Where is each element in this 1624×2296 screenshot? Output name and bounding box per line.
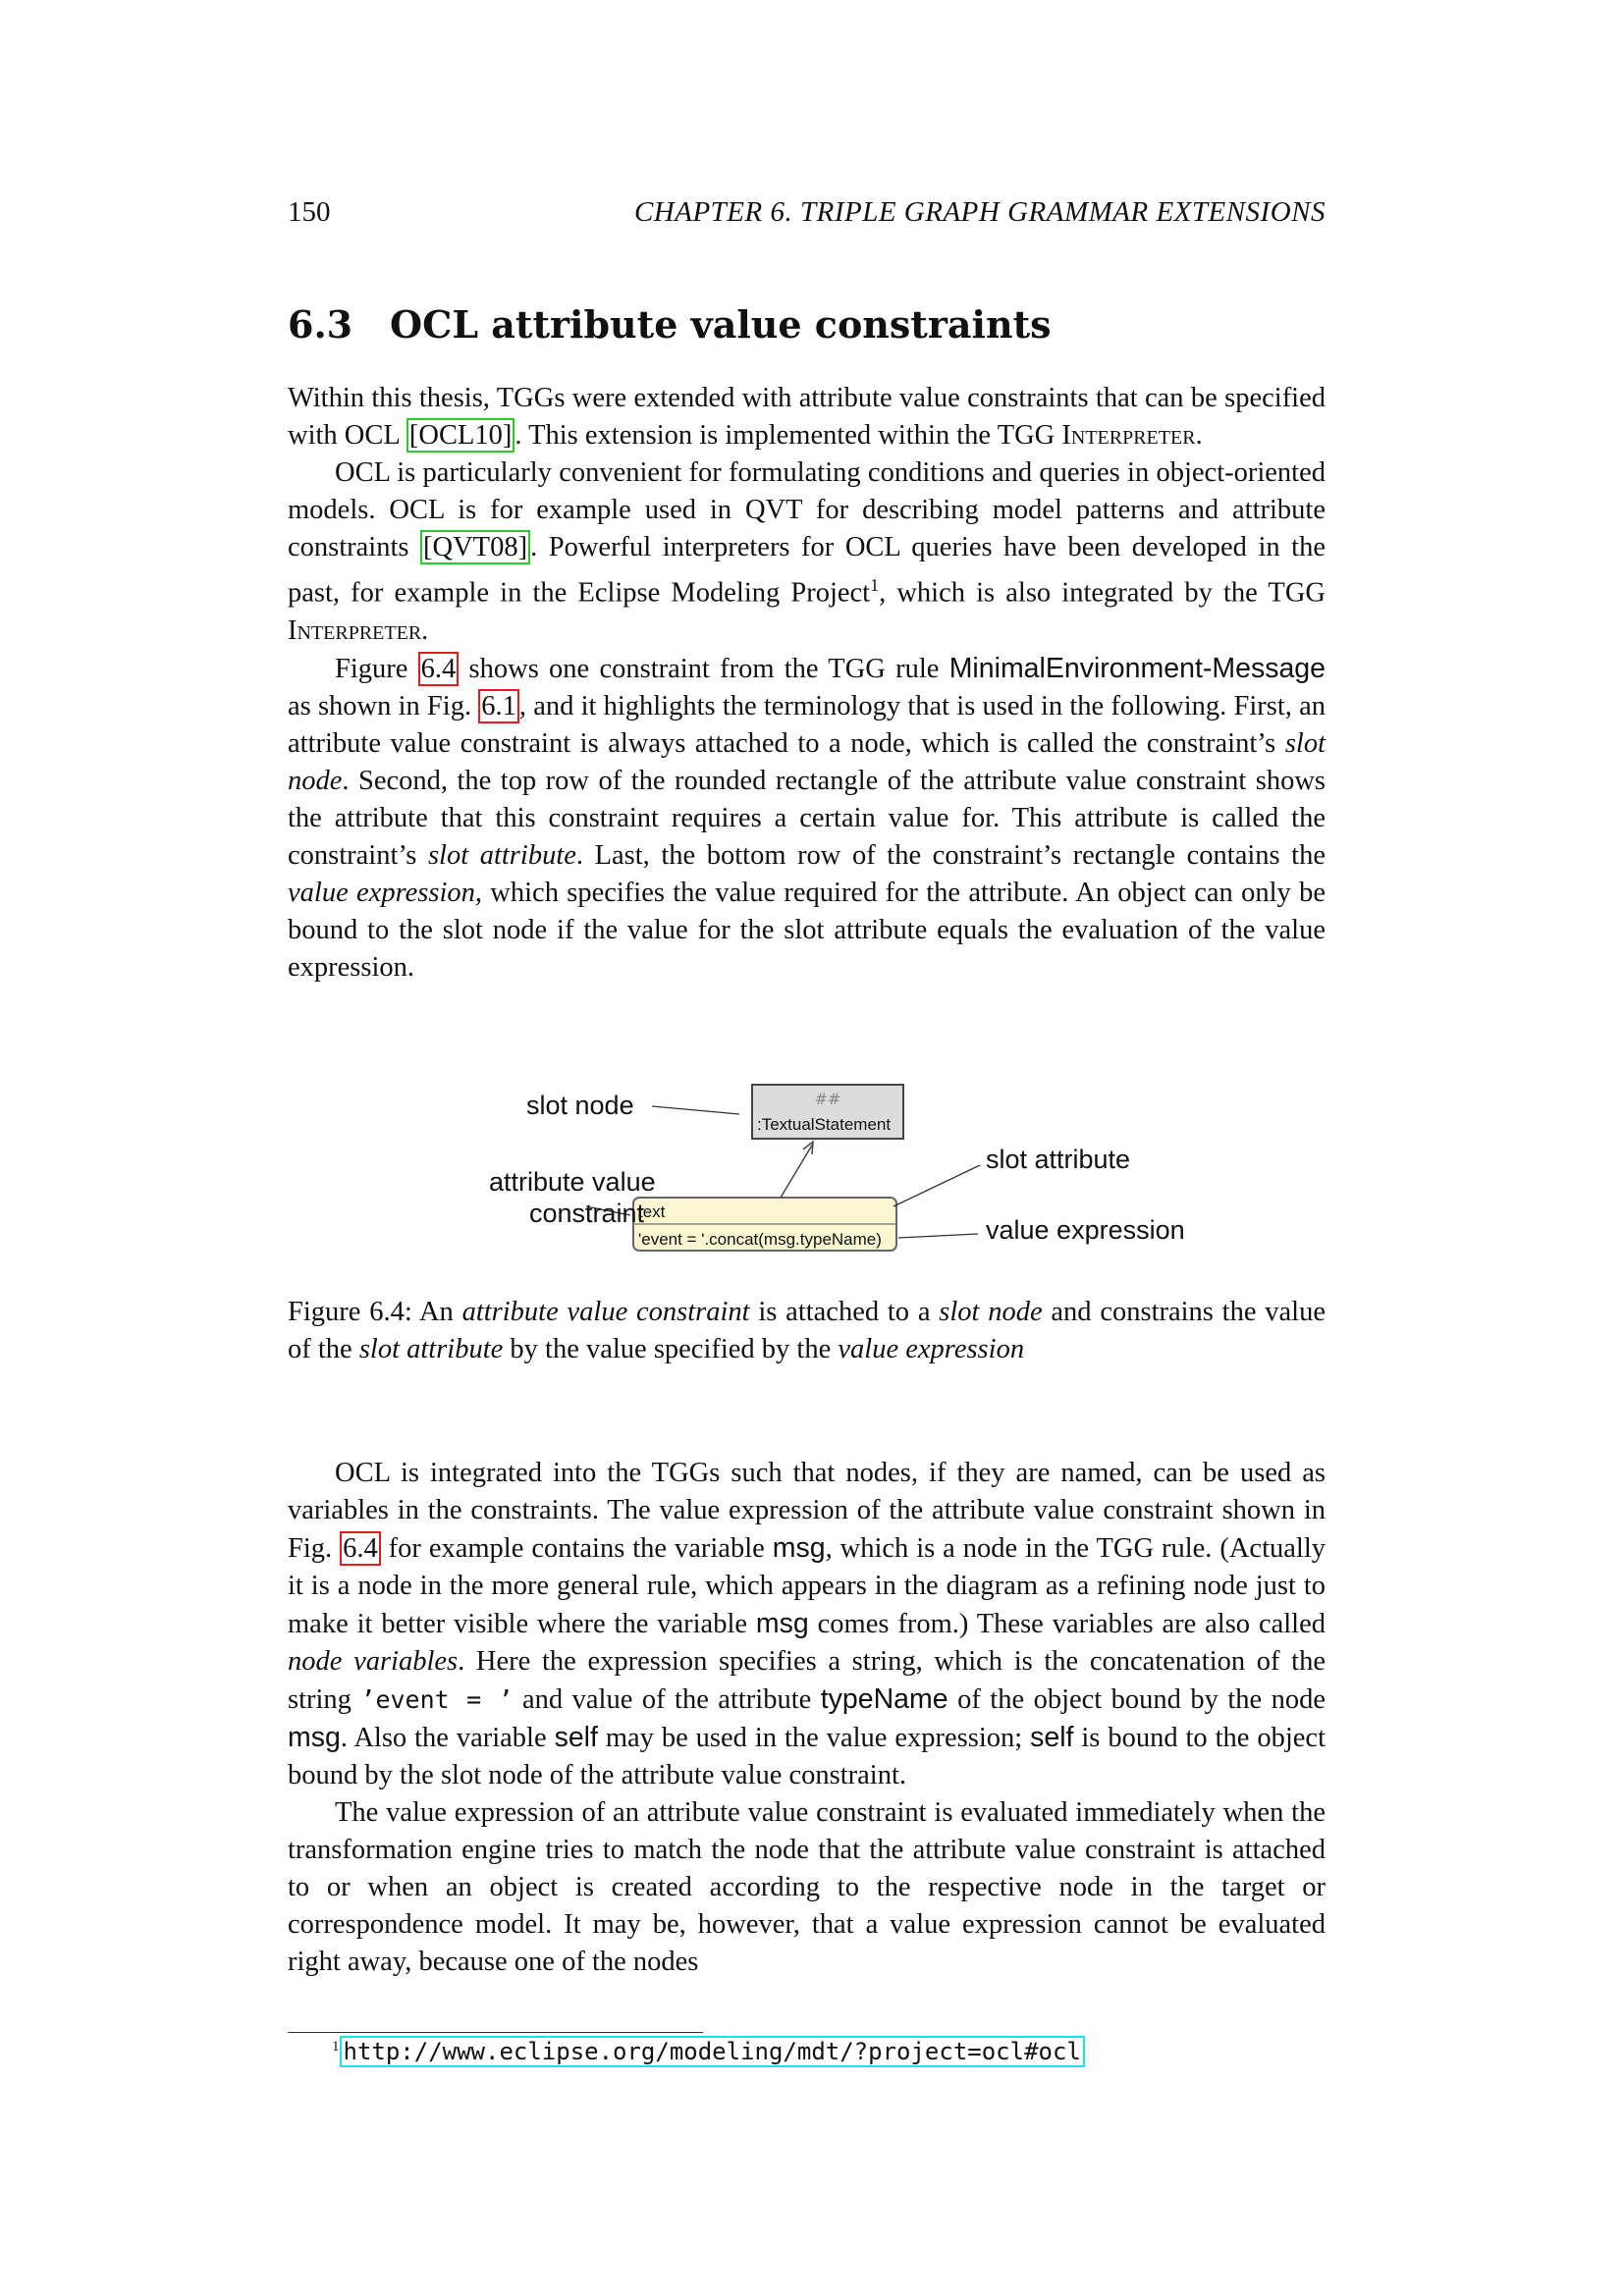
caption-label: Figure 6.4: — [288, 1297, 412, 1327]
footnote-mark[interactable]: 1 — [870, 575, 880, 595]
footnote — [332, 2038, 1085, 2065]
citation-qvt08[interactable]: [QVT08] — [420, 530, 530, 564]
footnote-number: 1 — [332, 2039, 340, 2055]
paragraph-2: OCL is particularly convenient for formulating conditions and queries in object-oriented models. OCL is for example used in QVT for describing model patterns and attribute constraints [QVT08] . Powerful interpreters for OCL queries have been developed in the past, for example in the Eclipse Modeling Project$^1$, which is also integrated by the TGG Interpreter. — [288, 457, 1326, 646]
page-number: 150 — [288, 196, 331, 228]
body-text-bottom — [288, 1455, 1326, 1981]
running-header — [288, 196, 1326, 236]
figure-6-4 — [383, 1075, 1247, 1271]
rule-name: MinimalEnvironment-Message — [948, 652, 1326, 684]
citation-ocl10[interactable]: [OCL10] — [406, 418, 514, 453]
label-avc-line2: constraint — [529, 1199, 645, 1228]
label-value-expression: value expression — [986, 1215, 1185, 1245]
section-number: 6.3 — [288, 302, 353, 347]
figure-caption: Figure 6.4: An attribute value constraint is attached to a slot node and constrains the value of the slot attribute by the value specified by the value expression — [288, 1297, 1326, 1364]
paragraph-5: The value expression of an attribute value constraint is evaluated immediately when the transformation engine tries to match the node that the attribute value constraint is attached to or when an object is created according to the respective node in the target or correspondence model. It may be, however, that a value expression cannot be evaluated right away, because one of the nodes — [288, 1797, 1326, 1977]
footnote-rule — [288, 2032, 703, 2033]
chapter-title: CHAPTER 6. TRIPLE GRAPH GRAMMAR EXTENSIONS — [633, 196, 1326, 228]
section-heading — [288, 302, 1052, 347]
section-title: OCL attribute value constraints — [390, 302, 1052, 347]
figure-link-6-4[interactable]: 6.4 — [418, 652, 460, 686]
paragraph-3: Figure 6.4 shows one constraint from the TGG rule MinimalEnvironment-Message as shown in Fig. 6.1 , and it highlights the terminology that is used in the following. First, an attribute value constraint is always attached to a node, which is called the constraint’s slot node. Second, the top row of the rounded rectangle of the attribute value constraint shows the attribute that this constraint requires a certain value for. This attribute is called the constraint’s slot attribute. Last, the bottom row of the constraint’s rectangle contains the value expression, which specifies the value required for the attribute. An object can only be bound to the slot node if the value for the slot attribute equals the evaluation of the value expression. — [288, 652, 1326, 983]
constraint-expression: 'event = '.concat(msg.typeName) — [638, 1230, 882, 1249]
node-name: :TextualStatement — [757, 1115, 892, 1134]
constraint-attribute: text — [638, 1202, 666, 1221]
figure-link-6-1[interactable]: 6.1 — [478, 689, 519, 723]
figure-link-6-4-b[interactable]: 6.4 — [340, 1531, 381, 1566]
label-slot-node: slot node — [526, 1091, 634, 1120]
body-text-top — [288, 380, 1326, 987]
paragraph-4: OCL is integrated into the TGGs such that nodes, if they are named, can be used as variables in the constraints. The value expression of the attribute value constraint shown in Fig. 6.4 for example contains the variable msg, which is a node in the TGG rule. (Actually it is a node in the more general rule, which appears in the diagram as a refining node just to make it better visible where the variable msg comes from.) These variables are also called node variables. Here the expression specifies a string, which is the concatenation of the string ’event = ’ and value of the attribute typeName of the object bound by the node msg. Also the variable self may be used in the value expression; self is bound to the object bound by the slot node of the attribute value constraint. — [288, 1458, 1326, 1790]
label-slot-attribute: slot attribute — [986, 1145, 1131, 1174]
label-avc-line1: attribute value — [489, 1167, 656, 1197]
footnote-url[interactable]: http://www.eclipse.org/modeling/mdt/?project=ocl#ocl — [340, 2036, 1085, 2067]
node-marker: ## — [814, 1090, 841, 1108]
paragraph-1: Within this thesis, TGGs were extended with attribute value constraints that can be specified with OCL [OCL10] . This extension is implemented within the TGG Interpreter. — [288, 383, 1326, 451]
